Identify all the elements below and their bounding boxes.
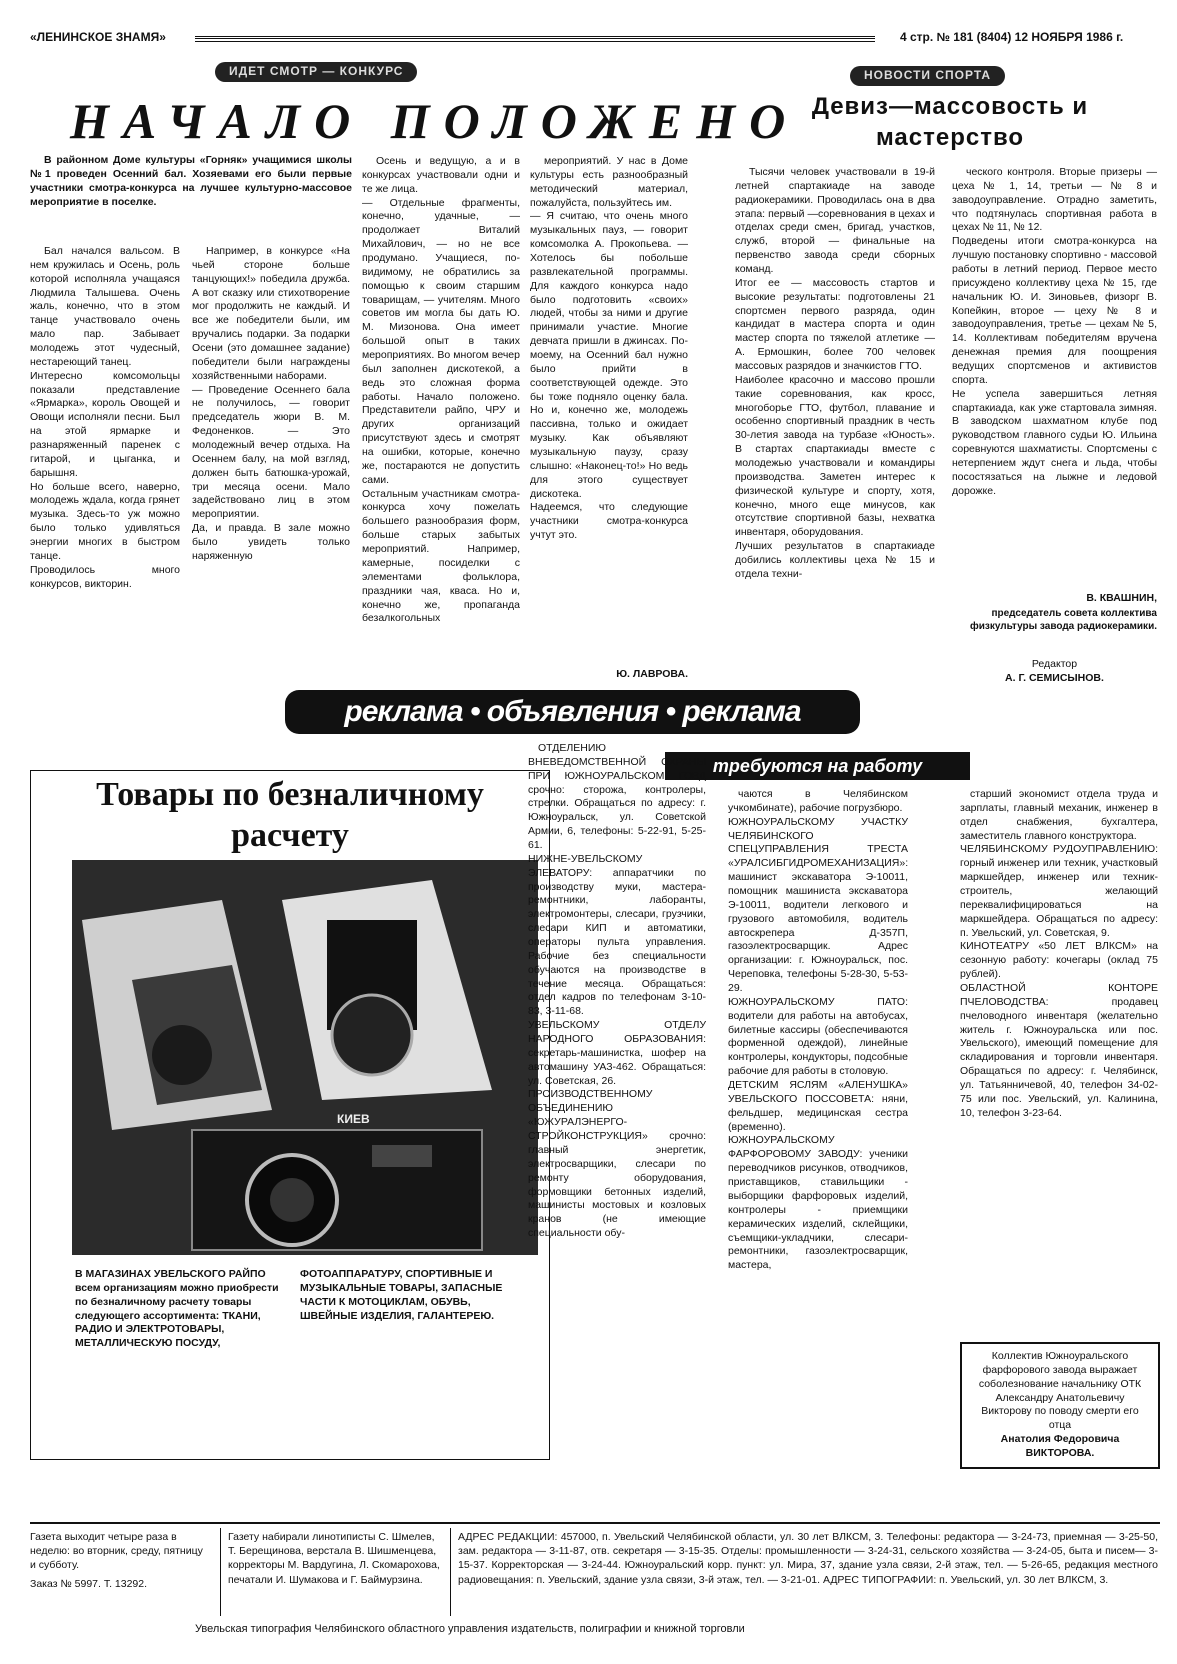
camera-illustration (72, 860, 538, 1255)
article1-column-4 (530, 155, 688, 660)
jobs-text-3: старший экономист отдела труда и зарплаты, главный механик, инженер в отдел снабжения, бухгалтера, заместитель главного конструктора. ЧЕЛЯБИНСКОМУ РУДОУПРАВЛЕНИЮ: горный инженер или техник, участковый маркшейдер, инженер или техник-строитель, желающий переквалифицироваться на маркшейдера. Обращаться по адресу: п. Увельский, ул. Советская, 9. КИНОТЕАТРУ «50 ЛЕТ ВЛКСМ» на сезонную работу: кочегары (оклад 75 рублей). ОБЛАСТНОЙ КОНТОРЕ ПЧЕЛОВОДСТВА: продавец пчеловодного инвентаря (желательно житель г. Южноуральска или пос. Увельского), имеющий помещение для складирования и торговли инвентаря. Обращаться по адресу: г. Челябинск, ул. Татьянничевой, 40, телефон 34-02-75 или пос. Увельский, ул. Калинина, 10, телефон 3-23-64. (960, 788, 1158, 1119)
goods-ad-text-main: В МАГАЗИНАХ УВЕЛЬСКОГО РАЙПО всем организациям можно приобрести по безналичному расчету товары следующего ассортимента: ТКАНИ, РАДИО И ЭЛЕКТРОТОВАРЫ, МЕТАЛЛИЧЕСКУЮ ПОСУДУ, (75, 1268, 279, 1350)
header-rule (195, 36, 875, 42)
issue-info: 4 стр. № 181 (8404) 12 НОЯБРЯ 1986 г. (900, 30, 1124, 44)
article2-author-title: председатель совета коллектива физкультуры завода радиокерамики. (970, 608, 1157, 633)
footer-staff: Газету набирали линотиписты С. Шмелев, Т. Берещинова, верстала В. Шишменцева, корректоры М. Вардугина, Л. Скомарохова, печатали И. Шумакова и Г. Баймурзина. (228, 1531, 440, 1586)
article1-text-4: мероприятий. У нас в Доме культуры есть разнообразный методический материал, пожалуйста, пользуйтесь им. — Я считаю, что очень много музыкальных пауз, — говорит комсомолка А. Прокопьева. — Хотелось бы побольше развлекательной программы. Для каждого конкурса надо было подготовить «своих» людей, чтобы за ними и другие принимали участие. Многие девчата пришли в джинсах. По-моему, на Осенний бал нужно было прийти в соответствующей одежде. Это бы тоже подняло оценку бала. Но и, конечно же, молодежь пассивна, только и ожидает музыку. Как объявляют музыкальную паузу, сразу слышно: «Наконец-то!» Но ведь для этого существует дискотека. Надеемся, что следующие участники смотра-конкурса учтут это. (530, 155, 688, 542)
ads-banner: реклама • объявления • реклама (285, 690, 860, 734)
goods-ad-text-list: ФОТОАППАРАТУРУ, СПОРТИВНЫЕ И МУЗЫКАЛЬНЫЕ ТОВАРЫ, ЗАПАСНЫЕ ЧАСТИ К МОТОЦИКЛАМ, ОБУВЬ, ШВЕЙНЫЕ ИЗДЕЛИЯ, ГАЛАНТЕРЕЮ. (300, 1268, 503, 1322)
article-title-sport: Девиз—массовость и мастерство (811, 93, 1089, 151)
article-title-start: НАЧАЛО ПОЛОЖЕНО (70, 93, 800, 149)
jobs-text-1: ОТДЕЛЕНИЮ ВНЕВЕДОМСТВЕННОЙ ОХРАНЫ ПРИ ЮЖНОУРАЛЬСКОМ ГОВД срочно: сторожа, контролеры, стрелки. Обращаться по адресу: г. Южноуральск, ул. Советской Армии, 6, телефоны: 5-22-91, 5-25-61. НИЖНЕ-УВЕЛЬСКОМУ ЭЛЕВАТОРУ: аппаратчики по производству муки, мастера-ремонтники, лаборанты, электромонтеры, слесари, грузчики, слесари КИП и автоматики, операторы пульта управления. Рабочие без специальности обучаются на производстве в течение месяца. Обращаться: отдел кадров по телефонам 3-10-83, 3-11-68. УВЕЛЬСКОМУ ОТДЕЛУ НАРОДНОГО ОБРАЗОВАНИЯ: секретарь-машинистка, шофер на автомашину УАЗ-462. Обращаться: ул. Советская, 26. ПРОИЗВОДСТВЕННОМУ ОБЪЕДИНЕНИЮ «ЮЖУРАЛЭНЕРГО-СТРОЙКОНСТРУКЦИЯ» срочно: главный энергетик, электросварщики, слесари по ремонту оборудования, формовщики бетонных изделий, машинисты мостовых и козловых кранов (не имеющие специальности обу- (528, 742, 706, 1240)
article1-column-3 (362, 155, 520, 685)
article-lead: В районном Доме культуры «Горняк» учащимися школы №1 проведен Осенний бал. Хозяевами его были первые участники смотра-конкурса на лучшее культурно-массовое мероприятие в поселке. (30, 154, 352, 208)
article2-column-2 (952, 166, 1157, 586)
footer-schedule (30, 1530, 210, 1591)
footer-order: Заказ № 5997. Т. 13292. (30, 1577, 148, 1590)
jobs-column-2 (728, 788, 908, 1464)
jobs-text-2: чаются в Челябинском учкомбинате), рабочие погрузбюро. ЮЖНОУРАЛЬСКОМУ УЧАСТКУ ЧЕЛЯБИНСКОГО СПЕЦУПРАВЛЕНИЯ ТРЕСТА «УРАЛСИБГИДРОМЕХАНИЗАЦИЯ»: машинист экскаватора Э-10011, помощник машиниста экскаватора Э-10011, водители легкового и грузового автомобиля, водитель автоскрепера Д-357П, газоэлектросварщик. Адрес организации: г. Южноуральск, пос. Череповка, телефоны 5-28-30, 5-53-29. ЮЖНОУРАЛЬСКОМУ ПАТО: водители для работы на автобусах, билетные кассиры (обеспечиваются форменной одеждой), линейные контролеры, кондукторы, подсобные рабочие для работы в столовую. ДЕТСКИМ ЯСЛЯМ «АЛЕНУШКА» УВЕЛЬСКОГО ПОССОВЕТА: няни, фельдшер, медицинская сестра (временно). ЮЖНОУРАЛЬСКОМУ ФАРФОРОВОМУ ЗАВОДУ: ученики переводчиков рисунков, отводчиков, приставщиков, ставильщики - выборщики фарфоровых изделий, контролеры - приемщики керамических изделий, склейщики, съемщики-укладчики, слесари-ремонтники, газоэлектросварщик, мастера, (728, 788, 908, 1272)
footer-address: АДРЕС РЕДАКЦИИ: 457000, п. Увельский Челябинской области, ул. 30 лет ВЛКСМ, 3. Телефоны: редактора — 3-24-73, приемная — 3-25-50, зам. редактора — 3-11-87, отв. секретаря — 3-15-35. Отделы: промышленности — 3-24-31, сельского хозяйства — 3-24-05, быта и писем— 3-15-37. Корректорская — 3-24-44. Южноуральский корр. пункт: ул. Мира, 37, здание узла связи, 2-й этаж, тел. — 5-26-65, редакция местного радиовещания: п. Увельский, здание узла связи, 3-й этаж, тел. — 3-21-01. АДРЕС ТИПОГРАФИИ: п. Увельский, ул. 30 лет ВЛКСМ, 3. (458, 1531, 1158, 1586)
obituary-text: Коллектив Южноуральского фарфорового завода выражает соболезнование начальнику ОТК Александру Анатольевичу Викторову по поводу смерти его отца (978, 1350, 1142, 1432)
printer-info: Увельская типография Челябинского областного управления издательств, полиграфии и книжной торговли (195, 1623, 745, 1635)
obituary-name: Анатолия Федоровича ВИКТОРОВА. (1000, 1433, 1120, 1460)
jobs-column-3 (960, 788, 1158, 1333)
section-tag-sport: НОВОСТИ СПОРТА (850, 66, 1005, 86)
editor-name: А. Г. СЕМИСЫНОВ. (1005, 672, 1104, 684)
footer-schedule-text: Газета выходит четыре раза в неделю: во вторник, среду, пятницу и субботу. (30, 1531, 203, 1572)
footer-separator-1 (220, 1528, 221, 1616)
goods-ad-text (75, 1268, 293, 1351)
article1-author: Ю. ЛАВРОВА. (616, 668, 688, 680)
goods-ad-title: Товары по безналичному расчету (96, 776, 484, 854)
section-tag-contest: ИДЕТ СМОТР — КОНКУРС (215, 62, 417, 82)
article1-text-2: Например, в конкурсе «На чьей стороне больше танцующих!» победила дружба. А вот сказку или стихотворение мог продолжить не каждый. И все же победители были, им вручались подарки. За подарки Осени (это домашнее задание) победители были награждены хозяйственными наборами. — Проведение Осеннего бала не получилось, — говорит председатель жюри В. М. Федоненков. — Это молодежный вечер отдыха. На Осеннем балу, на мой взгляд, должен быть батюшка-урожай, три месяца осени. Мало задействовано лиц в этом мероприятии. Да, и правда. В зале можно было увидеть только наряженную (192, 245, 350, 562)
article1-text-3: Осень и ведущую, а и в конкурсах участвовали одни и те же лица. — Отдельные фрагменты, конечно, удачные, — продолжает Виталий Михайлович, — но не все продумано. Учащиеся, по-видимому, не обратились за помощью к своим старшим товарищам, — учителям. Много советов им могла бы дать Ю. М. Мизонова. Она имеет большой опыт в таких мероприятиях. Во многом вечер был заполнен дискотекой, а ведь это сложная форма работы. Начало положено. Представители райпо, ЧРУ и других организаций присутствуют здесь и смотрят на ошибки, которые, конечно же, постараются не допустить сами. Остальным участникам смотра-конкурса хочу пожелать большего разнообразия форм, больше старых забытых мероприятий. Например, камерные, посиделки с элементами фольклора, праздники чая, кваса. Но и, конечно же, пропаганда безалкогольных (362, 155, 520, 625)
editor-label: Редактор (1031, 658, 1078, 670)
article1-column-2 (192, 245, 350, 685)
obituary-box (960, 1342, 1160, 1469)
camera-photo (72, 860, 538, 1255)
article1-text-1: Бал начался вальсом. В нем кружилась и Осень, роль которой исполняла учащаяся Людмила Талышева. Очень жаль, конечно, что в этом танце участвовало очень мало пар. Забывает молодежь этот чудесный, нестареющий танец. Интересно комсомольцы показали представление «Ярмарка», король Овощей и Овощи исполняли песни. Был на этой ярмарке и разнаряженный паренек с гитарой, и цыганка, и барышня. Но больше всего, наверно, молодежь ждала, когда грянет музыка. Здесь-то уж можно было только удивляться энергии многих в быстром танце. Проводилось много конкурсов, викторин. (30, 245, 180, 590)
article2-column-1 (735, 166, 935, 676)
jobs-column-1 (528, 742, 706, 1464)
footer-rule (30, 1522, 1160, 1524)
article1-column-1 (30, 245, 180, 685)
newspaper-name: «ЛЕНИНСКОЕ ЗНАМЯ» (30, 30, 166, 44)
article2-text-2: ческого контроля. Вторые призеры — цеха № 1, 14, третьи — № 8 и заводоуправление. Отрадно заметить, что подтянулась спортивная работа в цехах № 11, № 12. Подведены итоги смотра-конкурса на лучшую постановку спортивно - массовой работы в летний период. Первое место присуждено коллективу цеха № 15, где начальник Ю. И. Зиновьев, физорг В. Копейкин, второе — цеху № 8 и заводоуправления, третье — цехам № 5, 14. Коллективам победителям вручена денежная премия для поощрения ведущих спортсменов и активистов спорта. Не успела завершиться летняя спартакиада, как уже стартовала зимняя. В заводском шахматном клубе под руководством главного судьи Ю. Ильина соревнуются шахматисты. Спортсмены с нетерпением ждут снега и льда, чтобы посостязаться на лыжне и ледовой дорожке. (952, 166, 1157, 497)
article2-text-1: Тысячи человек участвовали в 19-й летней спартакиаде на заводе радиокерамики. Проводилась она в два этапа: первый —соревнования в цехах и отделах среди смен, бригад, участков, служб, второй — финальные на первенство завода среди сборных команд. Итог ее — массовость стартов и высокие результаты: подготовлены 21 спортсмен первого разряда, один кандидат в мастера спорта и один мастер спорта по тяжелой атлетике — А. Ермошкин, более 700 человек массовых разрядов и значкистов ГТО. Наиболее красочно и массово прошли такие соревнования, как кросс, многоборье ГТО, футбол, плавание и особенно спортивный праздник в честь 30-летия завода на турбазе «Юность». В стартах спартакиады вместе с молодежью участвовали и командиры производства. Заметен интерес к физической культуре и спорту, хотя, конечно, много еще минусов, как отсутствие спортивной базы, нехватка инвентаря, оборудования. Лучших результатов в спартакиаде добились коллективы цеха № 15 и отдела техни- (735, 166, 935, 580)
footer-separator-2 (450, 1528, 451, 1616)
jobs-banner: требуются на работу (665, 752, 970, 780)
article2-author: В. КВАШНИН, (1086, 592, 1157, 604)
camera-brand-label: КИЕВ (337, 1112, 370, 1126)
